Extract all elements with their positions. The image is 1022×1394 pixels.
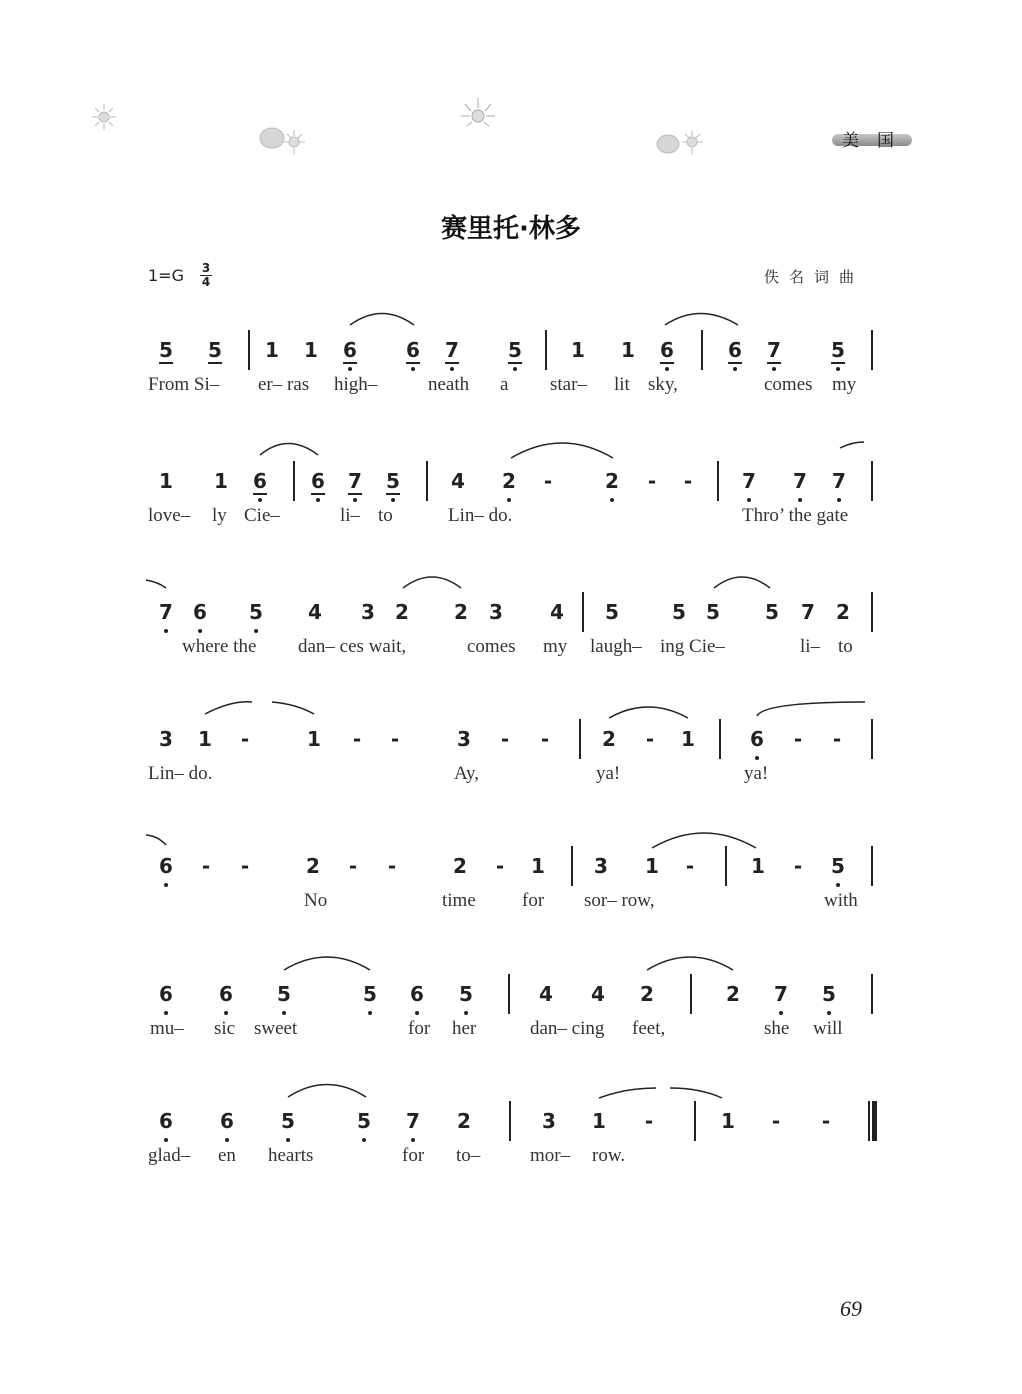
note: 2 xyxy=(836,600,850,624)
note-extension: - xyxy=(390,727,400,751)
note: 6 xyxy=(660,338,674,362)
lyric: Lin– do. xyxy=(148,763,213,784)
slur xyxy=(609,707,688,718)
note: 3 xyxy=(457,727,471,751)
note-extension: - xyxy=(685,854,695,878)
note: 6 xyxy=(159,982,173,1006)
slur xyxy=(288,1085,366,1098)
lyric: glad– xyxy=(148,1145,191,1166)
note: 2 xyxy=(640,982,654,1006)
note-extension: - xyxy=(540,727,550,751)
lyric: a xyxy=(500,374,509,395)
note: 5 xyxy=(159,338,173,362)
note-extension: - xyxy=(495,854,505,878)
lyric: ly xyxy=(212,505,227,526)
note-extension: - xyxy=(201,854,211,878)
lyric: with xyxy=(824,890,858,911)
note: 6 xyxy=(220,1109,234,1133)
note: 4 xyxy=(451,469,465,493)
lyric: ya! xyxy=(596,763,621,784)
note: 4 xyxy=(591,982,605,1006)
lyric: comes xyxy=(764,374,813,395)
note: 2 xyxy=(454,600,468,624)
slur xyxy=(260,444,318,456)
note: 5 xyxy=(363,982,377,1006)
note: 2 xyxy=(457,1109,471,1133)
note: 3 xyxy=(594,854,608,878)
note: 3 xyxy=(159,727,173,751)
note: 5 xyxy=(822,982,836,1006)
lyric: feet, xyxy=(632,1018,666,1039)
note: 5 xyxy=(249,600,263,624)
lyric: high– xyxy=(334,374,378,395)
note: 5 xyxy=(706,600,720,624)
note: 1 xyxy=(721,1109,735,1133)
note: 7 xyxy=(793,469,807,493)
note-extension: - xyxy=(644,1109,654,1133)
note: 5 xyxy=(281,1109,295,1133)
lyric: Cie– xyxy=(244,505,280,526)
key-signature: 1=G xyxy=(148,266,184,285)
lyric: to– xyxy=(456,1145,481,1166)
note: 1 xyxy=(751,854,765,878)
lyric: for xyxy=(522,890,545,911)
lyric: love– xyxy=(148,505,191,526)
note: 7 xyxy=(348,469,362,493)
note: 1 xyxy=(571,338,585,362)
note-extension: - xyxy=(240,854,250,878)
note: 5 xyxy=(508,338,522,362)
note: 5 xyxy=(831,338,845,362)
note: 2 xyxy=(602,727,616,751)
note-extension: - xyxy=(793,727,803,751)
note: 5 xyxy=(357,1109,371,1133)
note-extension: - xyxy=(352,727,362,751)
lyric: for xyxy=(402,1145,425,1166)
lyric: en xyxy=(218,1145,236,1166)
lyric: mu– xyxy=(150,1018,184,1039)
note: 1 xyxy=(307,727,321,751)
slur xyxy=(840,442,864,448)
note: 6 xyxy=(728,338,742,362)
note: 6 xyxy=(219,982,233,1006)
lyric: she xyxy=(764,1018,790,1039)
note: 1 xyxy=(531,854,545,878)
note: 3 xyxy=(542,1109,556,1133)
note: 2 xyxy=(453,854,467,878)
slur xyxy=(714,577,770,588)
note: 7 xyxy=(406,1109,420,1133)
note: 6 xyxy=(406,338,420,362)
note: 5 xyxy=(386,469,400,493)
lyric: mor– xyxy=(530,1145,571,1166)
lyric: sor– row, xyxy=(584,890,655,911)
slur xyxy=(146,835,166,845)
note: 4 xyxy=(539,982,553,1006)
note: 6 xyxy=(311,469,325,493)
slur xyxy=(205,702,252,714)
time-signature-bottom: 4 xyxy=(201,275,211,289)
lyric: er– ras xyxy=(258,374,310,395)
note-extension: - xyxy=(647,469,657,493)
note-extension: - xyxy=(793,854,803,878)
note: 1 xyxy=(159,469,173,493)
note: 5 xyxy=(208,338,222,362)
lyric: li– xyxy=(800,636,821,657)
song-credit: 佚名词曲 xyxy=(764,268,865,286)
note: 7 xyxy=(445,338,459,362)
note: 1 xyxy=(621,338,635,362)
time-signature-top: 3 xyxy=(201,261,211,275)
note: 1 xyxy=(304,338,318,362)
note-extension: - xyxy=(500,727,510,751)
note: 2 xyxy=(502,469,516,493)
lyric: dan– ces wait, xyxy=(298,636,407,657)
note: 4 xyxy=(550,600,564,624)
note: 2 xyxy=(605,469,619,493)
note: 6 xyxy=(343,338,357,362)
slur xyxy=(350,314,414,326)
note: 2 xyxy=(726,982,740,1006)
slur xyxy=(665,314,738,326)
lyric: No xyxy=(304,890,328,911)
lyric: where the xyxy=(182,636,257,657)
note: 6 xyxy=(750,727,764,751)
note-extension: - xyxy=(348,854,358,878)
note-extension: - xyxy=(645,727,655,751)
note: 5 xyxy=(605,600,619,624)
note: 3 xyxy=(361,600,375,624)
lyric: li– xyxy=(340,505,361,526)
lyric: laugh– xyxy=(590,636,642,657)
lyric: sweet xyxy=(254,1018,298,1039)
note: 1 xyxy=(681,727,695,751)
slur xyxy=(647,957,733,970)
note: 6 xyxy=(159,1109,173,1133)
lyric: ya! xyxy=(744,763,769,784)
note: 6 xyxy=(410,982,424,1006)
lyric: row. xyxy=(592,1145,626,1166)
lyric: will xyxy=(813,1018,843,1039)
lyric: my xyxy=(543,636,568,657)
note-extension: - xyxy=(683,469,693,493)
slur xyxy=(511,443,613,458)
lyric: sic xyxy=(214,1018,236,1039)
country-label: 美国 xyxy=(842,131,912,151)
lyric: my xyxy=(832,374,857,395)
lyric: for xyxy=(408,1018,431,1039)
lyric: star– xyxy=(550,374,587,395)
note: 7 xyxy=(767,338,781,362)
note: 7 xyxy=(832,469,846,493)
page-number: 69 xyxy=(840,1296,862,1321)
lyric: to xyxy=(838,636,853,657)
note: 4 xyxy=(308,600,322,624)
note: 1 xyxy=(198,727,212,751)
note: 5 xyxy=(459,982,473,1006)
lyric: dan– cing xyxy=(530,1018,605,1039)
note: 2 xyxy=(306,854,320,878)
note: 5 xyxy=(277,982,291,1006)
note: 3 xyxy=(489,600,503,624)
lyric: lit xyxy=(614,374,630,395)
slur xyxy=(599,1088,656,1098)
lyric: time xyxy=(442,890,476,911)
note: 6 xyxy=(159,854,173,878)
note: 1 xyxy=(592,1109,606,1133)
slur xyxy=(757,702,865,716)
lyric: From Si– xyxy=(148,374,220,395)
note: 5 xyxy=(831,854,845,878)
note-extension: - xyxy=(240,727,250,751)
lyric: Thro’ the gate xyxy=(742,505,849,526)
note: 5 xyxy=(672,600,686,624)
note: 1 xyxy=(645,854,659,878)
lyric: hearts xyxy=(268,1145,314,1166)
slur xyxy=(284,957,370,970)
lyric: Lin– do. xyxy=(448,505,513,526)
slur xyxy=(652,833,756,848)
lyric: neath xyxy=(428,374,470,395)
lyric: comes xyxy=(467,636,516,657)
note: 7 xyxy=(774,982,788,1006)
note: 2 xyxy=(395,600,409,624)
lyric: to xyxy=(378,505,393,526)
note: 1 xyxy=(214,469,228,493)
note: 7 xyxy=(742,469,756,493)
note-extension: - xyxy=(387,854,397,878)
note-extension: - xyxy=(821,1109,831,1133)
note: 7 xyxy=(801,600,815,624)
note-extension: - xyxy=(771,1109,781,1133)
slur xyxy=(670,1088,722,1098)
slur xyxy=(146,580,166,588)
note: 1 xyxy=(265,338,279,362)
slur xyxy=(272,702,314,714)
note: 5 xyxy=(765,600,779,624)
lyric: sky, xyxy=(648,374,678,395)
note-extension: - xyxy=(543,469,553,493)
lyric: her xyxy=(452,1018,477,1039)
note: 7 xyxy=(159,600,173,624)
song-title: 赛里托·林多 xyxy=(441,214,581,244)
note: 6 xyxy=(193,600,207,624)
note-extension: - xyxy=(832,727,842,751)
lyric: Ay, xyxy=(454,763,479,784)
note: 6 xyxy=(253,469,267,493)
slur xyxy=(403,577,461,588)
lyric: ing Cie– xyxy=(660,636,725,657)
